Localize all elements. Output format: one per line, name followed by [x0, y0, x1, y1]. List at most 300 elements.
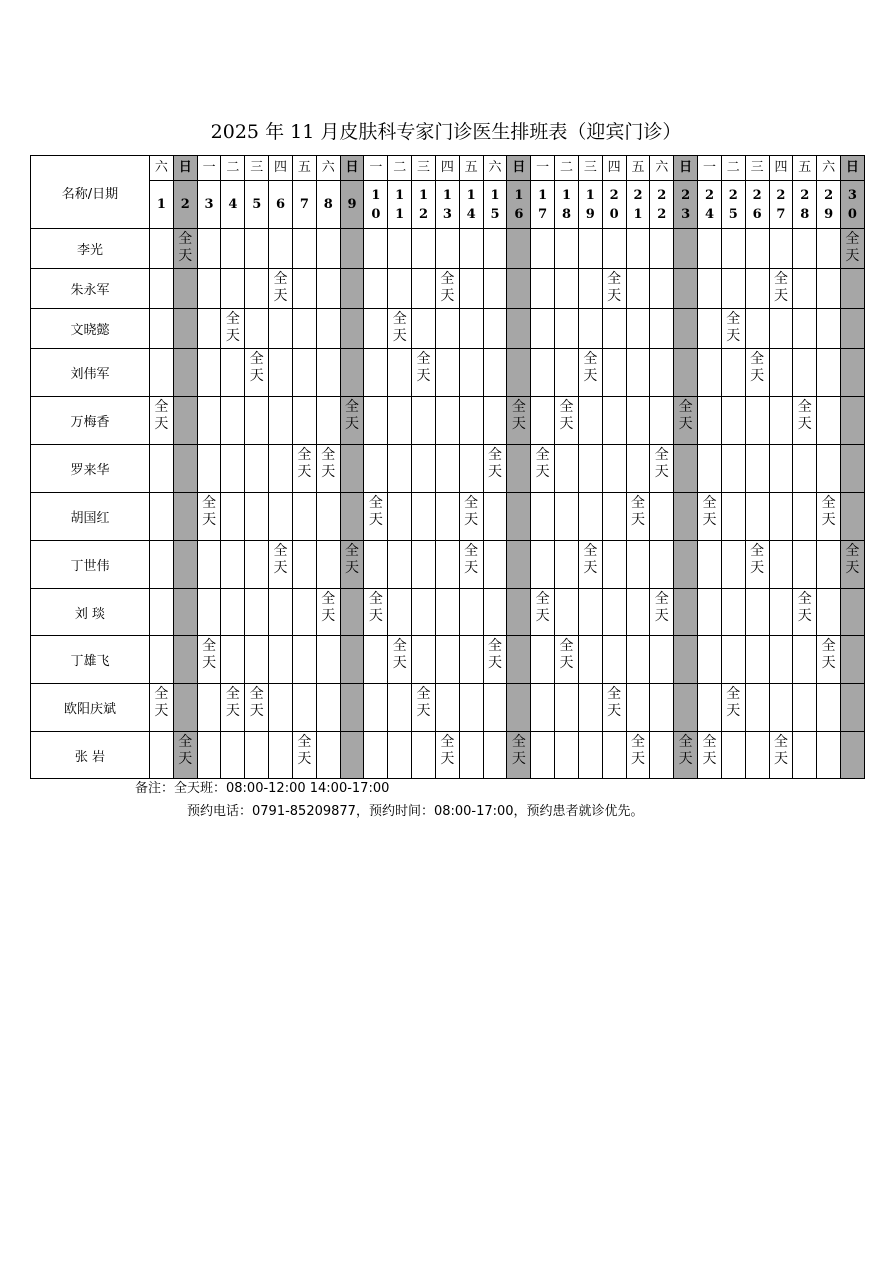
schedule-cell: [316, 445, 340, 493]
full-day-shift: 全 天: [511, 734, 526, 767]
doctor-row: [31, 229, 865, 269]
schedule-cell: [817, 349, 841, 397]
schedule-cell: [507, 269, 531, 309]
schedule-cell: [197, 229, 221, 269]
schedule-cell: [555, 397, 579, 445]
schedule-cell: [173, 732, 197, 779]
schedule-cell: [197, 493, 221, 541]
full-day-shift: 全 天: [154, 399, 169, 432]
schedule-cell: [435, 229, 459, 269]
full-day-shift: 全 天: [654, 447, 669, 480]
schedule-cell: [721, 636, 745, 684]
doctor-name: 刘伟军: [31, 349, 150, 397]
schedule-cell: [650, 397, 674, 445]
schedule-cell: [173, 589, 197, 636]
schedule-cell: [316, 349, 340, 397]
schedule-cell: [602, 589, 626, 636]
schedule-cell: [292, 229, 316, 269]
schedule-cell: [269, 349, 293, 397]
schedule-cell: [269, 589, 293, 636]
schedule-cell: [292, 636, 316, 684]
schedule-cell: [221, 684, 245, 732]
schedule-cell: [173, 445, 197, 493]
schedule-cell: [269, 445, 293, 493]
weekday-cell: 五: [626, 156, 650, 181]
schedule-cell: [555, 445, 579, 493]
doctor-name: 文晓懿: [31, 309, 150, 349]
schedule-cell: [555, 732, 579, 779]
schedule-cell: [769, 445, 793, 493]
weekday-cell: 六: [150, 156, 174, 181]
schedule-cell: [721, 493, 745, 541]
schedule-cell: [555, 349, 579, 397]
schedule-cell: [364, 445, 388, 493]
schedule-cell: [674, 269, 698, 309]
schedule-cell: [650, 684, 674, 732]
full-day-shift: 全 天: [821, 638, 836, 671]
schedule-cell: [197, 732, 221, 779]
schedule-cell: [340, 349, 364, 397]
schedule-cell: [745, 445, 769, 493]
schedule-cell: [793, 445, 817, 493]
schedule-cell: [817, 229, 841, 269]
schedule-cell: [459, 269, 483, 309]
schedule-cell: [459, 397, 483, 445]
schedule-cell: [173, 349, 197, 397]
schedule-cell: [316, 589, 340, 636]
schedule-cell: [316, 732, 340, 779]
full-day-shift: 全 天: [488, 447, 502, 480]
schedule-cell: [340, 732, 364, 779]
schedule-cell: [459, 684, 483, 732]
full-day-shift: 全 天: [607, 686, 622, 719]
schedule-cell: [531, 349, 555, 397]
schedule-cell: [412, 397, 436, 445]
full-day-shift: 全 天: [821, 495, 836, 528]
schedule-cell: [626, 445, 650, 493]
schedule-cell: [721, 397, 745, 445]
schedule-cell: [626, 732, 650, 779]
date-cell: 20: [602, 181, 626, 229]
full-day-shift: 全 天: [273, 543, 288, 576]
schedule-cell: [412, 445, 436, 493]
schedule-cell: [269, 493, 293, 541]
weekday-cell: 日: [841, 156, 865, 181]
schedule-cell: [698, 732, 722, 779]
date-cell: 21: [626, 181, 650, 229]
date-cell: 25: [721, 181, 745, 229]
weekday-cell: 三: [578, 156, 602, 181]
schedule-cell: [459, 445, 483, 493]
full-day-shift: 全 天: [630, 734, 645, 767]
schedule-cell: [817, 732, 841, 779]
schedule-cell: [412, 684, 436, 732]
weekday-cell: 二: [221, 156, 245, 181]
doctor-row: [31, 589, 865, 636]
full-day-shift: 全 天: [225, 311, 240, 344]
schedule-cell: [316, 309, 340, 349]
schedule-cell: [626, 589, 650, 636]
schedule-cell: [555, 589, 579, 636]
weekday-cell: 三: [245, 156, 269, 181]
date-cell: 18: [555, 181, 579, 229]
full-day-shift: 全 天: [797, 399, 812, 432]
schedule-cell: [316, 493, 340, 541]
schedule-cell: [555, 269, 579, 309]
schedule-cell: [435, 349, 459, 397]
schedule-cell: [197, 541, 221, 589]
full-day-shift: 全 天: [464, 543, 479, 576]
doctor-row: [31, 397, 865, 445]
schedule-cell: [721, 309, 745, 349]
schedule-cell: [507, 349, 531, 397]
schedule-cell: [531, 445, 555, 493]
weekday-cell: 三: [412, 156, 436, 181]
weekday-cell: 四: [435, 156, 459, 181]
date-cell: 29: [817, 181, 841, 229]
schedule-cell: [150, 732, 174, 779]
date-row: [31, 181, 865, 229]
schedule-cell: [769, 684, 793, 732]
schedule-cell: [793, 493, 817, 541]
full-day-shift: 全 天: [368, 591, 383, 624]
full-day-shift: 全 天: [559, 399, 574, 432]
date-cell: 5: [245, 181, 269, 229]
schedule-cell: [459, 636, 483, 684]
schedule-cell: [578, 229, 602, 269]
date-cell: 9: [340, 181, 364, 229]
schedule-cell: [507, 309, 531, 349]
doctor-name: 张 岩: [31, 732, 150, 779]
schedule-cell: [340, 493, 364, 541]
schedule-cell: [316, 397, 340, 445]
doctor-row: [31, 636, 865, 684]
schedule-cell: [150, 493, 174, 541]
doctor-row: [31, 269, 865, 309]
schedule-cell: [507, 445, 531, 493]
schedule-cell: [245, 589, 269, 636]
full-day-shift: 全 天: [797, 591, 812, 624]
schedule-cell: [841, 636, 865, 684]
schedule-cell: [292, 445, 316, 493]
schedule-cell: [412, 732, 436, 779]
date-cell: 3: [197, 181, 221, 229]
schedule-cell: [602, 732, 626, 779]
schedule-cell: [197, 684, 221, 732]
schedule-cell: [459, 589, 483, 636]
schedule-cell: [650, 493, 674, 541]
schedule-cell: [316, 229, 340, 269]
full-day-shift: 全 天: [202, 495, 217, 528]
schedule-cell: [197, 589, 221, 636]
weekday-cell: 五: [292, 156, 316, 181]
date-cell: 27: [769, 181, 793, 229]
weekday-cell: 四: [269, 156, 293, 181]
schedule-cell: [292, 397, 316, 445]
date-cell: 15: [483, 181, 507, 229]
schedule-cell: [841, 684, 865, 732]
schedule-cell: [340, 684, 364, 732]
schedule-cell: [150, 636, 174, 684]
schedule-cell: [602, 269, 626, 309]
schedule-cell: [412, 309, 436, 349]
weekday-cell: 四: [602, 156, 626, 181]
schedule-cell: [221, 349, 245, 397]
full-day-shift: 全 天: [321, 591, 336, 624]
schedule-cell: [578, 636, 602, 684]
doctor-name: 欧阳庆斌: [31, 684, 150, 732]
weekday-cell: 日: [340, 156, 364, 181]
doctor-row: [31, 684, 865, 732]
schedule-cell: [793, 349, 817, 397]
schedule-cell: [364, 309, 388, 349]
doctor-row: [31, 349, 865, 397]
date-cell: 30: [841, 181, 865, 229]
date-cell: 12: [412, 181, 436, 229]
schedule-cell: [650, 269, 674, 309]
note-shift-hours: 备注：全天班：08:00-12:00 14:00-17:00: [135, 781, 390, 796]
date-cell: 17: [531, 181, 555, 229]
schedule-cell: [555, 493, 579, 541]
weekday-cell: 六: [316, 156, 340, 181]
full-day-shift: 全 天: [297, 734, 312, 767]
schedule-cell: [173, 493, 197, 541]
date-cell: 24: [698, 181, 722, 229]
weekday-cell: 一: [698, 156, 722, 181]
schedule-cell: [388, 493, 412, 541]
schedule-cell: [674, 349, 698, 397]
schedule-cell: [698, 397, 722, 445]
schedule-cell: [793, 269, 817, 309]
schedule-cell: [221, 397, 245, 445]
schedule-cell: [721, 541, 745, 589]
schedule-cell: [841, 445, 865, 493]
schedule-cell: [626, 397, 650, 445]
weekday-cell: 五: [793, 156, 817, 181]
schedule-cell: [435, 397, 459, 445]
schedule-cell: [459, 349, 483, 397]
schedule-cell: [650, 541, 674, 589]
weekday-cell: 日: [674, 156, 698, 181]
schedule-cell: [459, 493, 483, 541]
full-day-shift: 全 天: [464, 495, 479, 528]
schedule-cell: [745, 269, 769, 309]
schedule-cell: [364, 732, 388, 779]
weekday-cell: 二: [721, 156, 745, 181]
schedule-cell: [769, 636, 793, 684]
schedule-cell: [316, 684, 340, 732]
schedule-cell: [793, 732, 817, 779]
full-day-shift: 全 天: [535, 591, 550, 624]
doctor-row: [31, 541, 865, 589]
date-cell: 22: [650, 181, 674, 229]
full-day-shift: 全 天: [678, 399, 693, 432]
schedule-cell: [817, 684, 841, 732]
schedule-cell: [221, 636, 245, 684]
schedule-cell: [674, 309, 698, 349]
schedule-cell: [698, 541, 722, 589]
schedule-table: [30, 155, 865, 779]
weekday-cell: 六: [817, 156, 841, 181]
schedule-cell: [483, 397, 507, 445]
weekday-cell: 一: [531, 156, 555, 181]
weekday-cell: 二: [388, 156, 412, 181]
schedule-cell: [793, 397, 817, 445]
schedule-cell: [841, 349, 865, 397]
full-day-shift: 全 天: [297, 447, 312, 480]
schedule-cell: [435, 269, 459, 309]
schedule-cell: [197, 445, 221, 493]
schedule-cell: [507, 541, 531, 589]
schedule-cell: [698, 684, 722, 732]
schedule-cell: [435, 589, 459, 636]
schedule-cell: [507, 589, 531, 636]
date-cell: 26: [745, 181, 769, 229]
schedule-cell: [817, 269, 841, 309]
schedule-cell: [793, 589, 817, 636]
schedule-cell: [483, 589, 507, 636]
date-cell: 23: [674, 181, 698, 229]
schedule-cell: [817, 589, 841, 636]
schedule-cell: [245, 269, 269, 309]
full-day-shift: 全 天: [726, 686, 741, 719]
schedule-cell: [674, 589, 698, 636]
schedule-cell: [721, 349, 745, 397]
schedule-cell: [173, 541, 197, 589]
schedule-cell: [698, 445, 722, 493]
schedule-cell: [269, 397, 293, 445]
full-day-shift: 全 天: [440, 734, 455, 767]
schedule-cell: [745, 229, 769, 269]
schedule-cell: [150, 269, 174, 309]
date-cell: 1: [150, 181, 174, 229]
schedule-cell: [150, 589, 174, 636]
schedule-cell: [650, 732, 674, 779]
schedule-cell: [364, 229, 388, 269]
weekday-cell: 一: [197, 156, 221, 181]
schedule-cell: [578, 349, 602, 397]
schedule-cell: [388, 589, 412, 636]
doctor-row: [31, 309, 865, 349]
schedule-cell: [269, 269, 293, 309]
full-day-shift: 全 天: [488, 638, 502, 671]
schedule-cell: [555, 636, 579, 684]
full-day-shift: 全 天: [583, 543, 598, 576]
schedule-cell: [721, 684, 745, 732]
weekday-cell: 日: [507, 156, 531, 181]
page-title: 2025 年 11 月皮肤科专家门诊医生排班表（迎宾门诊）: [210, 121, 682, 143]
schedule-cell: [769, 493, 793, 541]
full-day-shift: 全 天: [630, 495, 645, 528]
schedule-cell: [674, 397, 698, 445]
schedule-cell: [817, 636, 841, 684]
schedule-cell: [483, 493, 507, 541]
schedule-cell: [245, 493, 269, 541]
header-label: 名称/日期: [31, 156, 150, 229]
schedule-cell: [388, 397, 412, 445]
schedule-cell: [435, 636, 459, 684]
schedule-cell: [435, 493, 459, 541]
schedule-cell: [674, 445, 698, 493]
schedule-cell: [841, 589, 865, 636]
schedule-cell: [769, 349, 793, 397]
schedule-cell: [841, 493, 865, 541]
schedule-cell: [364, 397, 388, 445]
date-cell: 14: [459, 181, 483, 229]
schedule-cell: [841, 229, 865, 269]
schedule-cell: [578, 269, 602, 309]
schedule-cell: [483, 732, 507, 779]
schedule-cell: [245, 684, 269, 732]
full-day-shift: 全 天: [154, 686, 169, 719]
schedule-cell: [555, 541, 579, 589]
schedule-cell: [841, 541, 865, 589]
schedule-cell: [221, 589, 245, 636]
schedule-cell: [721, 445, 745, 493]
schedule-cell: [769, 732, 793, 779]
date-cell: 10: [364, 181, 388, 229]
schedule-cell: [340, 397, 364, 445]
schedule-cell: [650, 229, 674, 269]
schedule-cell: [483, 269, 507, 309]
schedule-cell: [340, 445, 364, 493]
schedule-cell: [340, 636, 364, 684]
full-day-shift: 全 天: [535, 447, 550, 480]
schedule-cell: [698, 269, 722, 309]
full-day-shift: 全 天: [249, 686, 264, 719]
schedule-cell: [150, 541, 174, 589]
schedule-cell: [650, 309, 674, 349]
schedule-cell: [412, 229, 436, 269]
schedule-cell: [507, 732, 531, 779]
date-cell: 7: [292, 181, 316, 229]
date-cell: 4: [221, 181, 245, 229]
schedule-cell: [292, 349, 316, 397]
schedule-cell: [793, 636, 817, 684]
schedule-cell: [674, 541, 698, 589]
date-cell: 13: [435, 181, 459, 229]
schedule-cell: [721, 589, 745, 636]
schedule-cell: [269, 684, 293, 732]
schedule-cell: [269, 732, 293, 779]
full-day-shift: 全 天: [654, 591, 669, 624]
doctor-name: 罗来华: [31, 445, 150, 493]
schedule-cell: [507, 229, 531, 269]
full-day-shift: 全 天: [249, 351, 264, 384]
schedule-cell: [150, 397, 174, 445]
schedule-cell: [388, 445, 412, 493]
schedule-cell: [602, 684, 626, 732]
schedule-cell: [531, 589, 555, 636]
schedule-cell: [745, 397, 769, 445]
date-cell: 16: [507, 181, 531, 229]
date-cell: 19: [578, 181, 602, 229]
date-cell: 2: [173, 181, 197, 229]
schedule-cell: [650, 636, 674, 684]
schedule-cell: [674, 684, 698, 732]
schedule-cell: [483, 541, 507, 589]
schedule-cell: [817, 493, 841, 541]
weekday-cell: 二: [555, 156, 579, 181]
schedule-cell: [245, 541, 269, 589]
schedule-cell: [745, 541, 769, 589]
schedule-cell: [555, 684, 579, 732]
schedule-cell: [435, 309, 459, 349]
schedule-cell: [221, 229, 245, 269]
schedule-cell: [435, 445, 459, 493]
schedule-cell: [578, 589, 602, 636]
schedule-cell: [245, 732, 269, 779]
